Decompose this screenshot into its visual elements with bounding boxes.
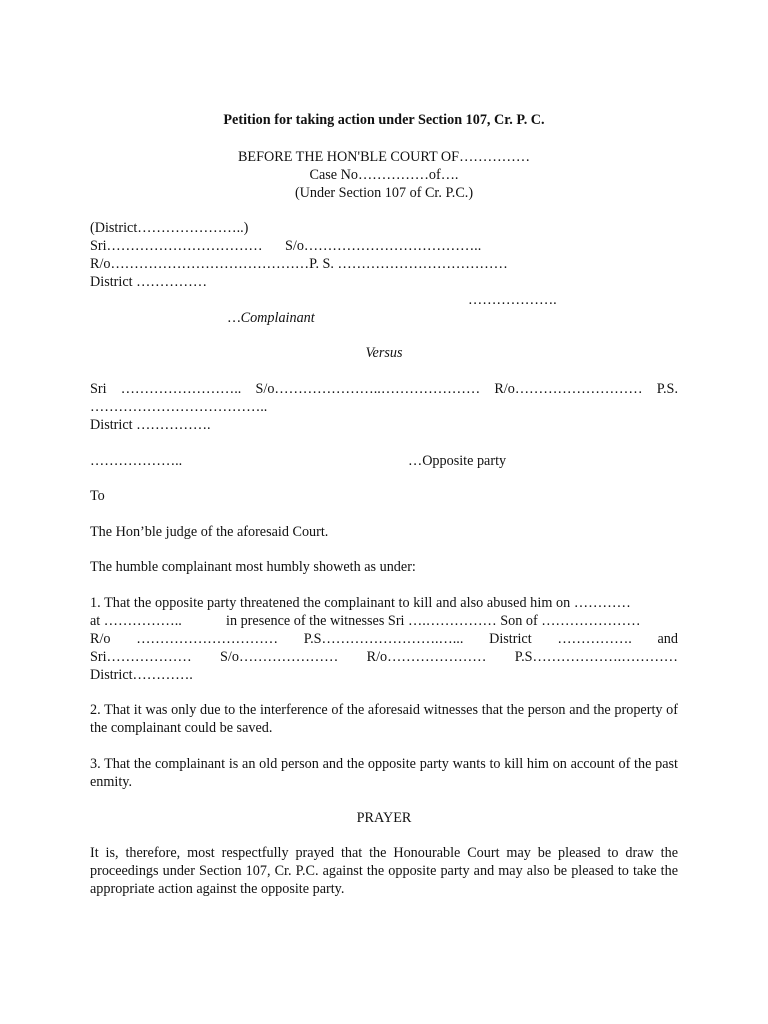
opposite-sri: Sri (90, 381, 107, 397)
opposite-ro: R/o……………………… (494, 381, 643, 397)
complainant-ro-ps: R/o……………………………………P. S. ……………………………… (90, 256, 508, 272)
district-paren: (District…………………..) (90, 220, 249, 236)
opposite-so: S/o…………………..………………… (255, 381, 481, 397)
opposite-ps: P.S. (656, 381, 678, 397)
para1-so: S/o………………… (220, 649, 339, 665)
complainant-so: S/o……………………………….. (285, 238, 482, 254)
para1-and: and (657, 631, 678, 647)
para2: 2. That it was only due to the interference of the aforesaid witnesses that the person and the property of the complainant could be saved. (90, 702, 678, 736)
para1-ro2: R/o………………… (366, 649, 487, 665)
para1-line-5: District…………. (90, 667, 193, 683)
prayer-text: It is, therefore, most respectfully prayed that the Honourable Court may be pleased to draw the proceedings under Section 107, Cr. P.C. against the opposite party and may also be pleased to take the appropriate action against the opposite party. (90, 845, 678, 897)
under-section-line: (Under Section 107 of Cr. P.C.) (294, 185, 474, 201)
para3: 3. That the complainant is an old person and the opposite party wants to kill him on account of the past enmity. (90, 756, 678, 790)
para1-ps: P.S…………………….…... (303, 631, 464, 647)
para1-ro: R/o (90, 631, 111, 647)
dots-right: ………………. (468, 292, 557, 308)
para1-line-1-text: 1. That the opposite party threatened the complainant to kill and also abused him on ………… (90, 595, 631, 611)
complainant-district: District …………… (90, 274, 208, 290)
versus-label: Versus (365, 345, 403, 361)
opposite-sri-dots: …………………….. (120, 381, 242, 397)
para1-line-2a: at …………….. (90, 613, 182, 629)
intro-line: The humble complainant most humbly showeth as under: (90, 559, 416, 575)
document-title: Petition for taking action under Section 107, Cr. P. C. (223, 112, 545, 128)
para1-district: District (489, 631, 532, 647)
court-line: BEFORE THE HON'BLE COURT OF…………… (237, 149, 531, 165)
para1-line-1 (90, 594, 678, 612)
case-line: Case No……………of…. (309, 167, 459, 183)
opposite-line-1 (90, 380, 678, 398)
complainant-sri: Sri…………………………… (90, 238, 263, 254)
para1-line-2b: in presence of the witnesses Sri ….…………… Son of ………………… (226, 613, 641, 629)
opposite-dots-left: ……………….. (90, 453, 183, 469)
complainant-label: …Complainant (228, 310, 315, 326)
prayer-heading: PRAYER (356, 810, 412, 826)
para1-line-4 (90, 648, 678, 666)
para1-ps2: P.S……………….………… (514, 649, 678, 665)
to-label: To (90, 488, 105, 504)
para1-ro-dots: ………………………… (136, 631, 279, 647)
opposite-line-2: ……………………………….. (90, 399, 268, 415)
opposite-district: District ……………. (90, 417, 211, 433)
opposite-party-label: …Opposite party (408, 453, 507, 469)
para1-district-dots: ……………. (557, 631, 632, 647)
addressee-line: The Hon’ble judge of the aforesaid Court. (90, 524, 329, 540)
para1-sri: Sri……………… (90, 649, 192, 665)
para1-line-3 (90, 630, 678, 648)
